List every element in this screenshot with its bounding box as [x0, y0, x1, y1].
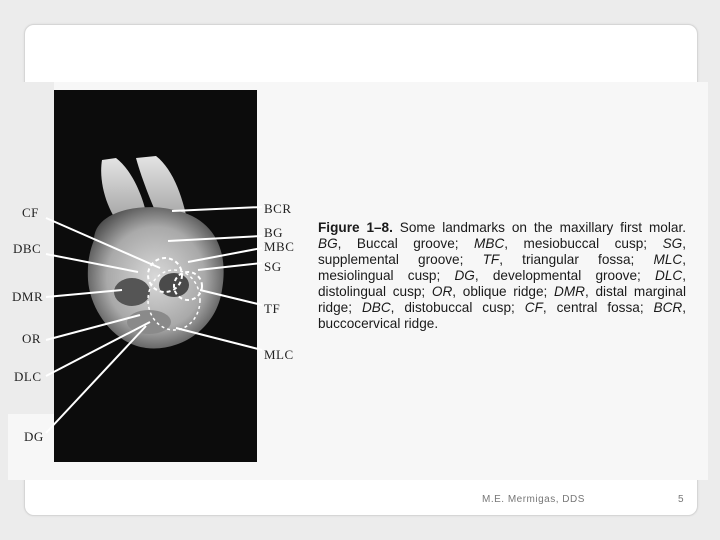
- label-tf: TF: [264, 301, 281, 316]
- figure-number: Figure 1–8.: [318, 220, 393, 235]
- label-cf: CF: [22, 205, 39, 220]
- label-dg: DG: [24, 429, 44, 444]
- caption-abbr: SG: [662, 236, 683, 251]
- label-dlc: DLC: [14, 369, 42, 384]
- label-bcr: BCR: [264, 201, 292, 216]
- caption-text: , distal marginal ridge;: [318, 284, 687, 315]
- label-dbc: DBC: [13, 241, 42, 256]
- caption-abbr: DBC: [361, 300, 391, 315]
- caption-text: , supplemental groove;: [318, 236, 686, 267]
- caption-text: , mesiolingual cusp;: [318, 252, 686, 283]
- figure-caption: [318, 220, 686, 332]
- caption-text: , oblique ridge;: [452, 284, 555, 299]
- caption-abbr: DMR: [554, 284, 585, 299]
- caption-abbr: MLC: [653, 252, 683, 267]
- caption-text: , Buccal groove;: [337, 236, 475, 251]
- figure-title: Some landmarks on the maxillary first molar.: [392, 220, 686, 235]
- label-sg: SG: [264, 259, 282, 274]
- caption-text: , mesiobuccal cusp;: [504, 236, 663, 251]
- label-mbc: MBC: [264, 239, 295, 254]
- label-bg: BG: [264, 225, 284, 240]
- caption-abbr: OR: [431, 284, 453, 299]
- caption-text: , triangular fossa;: [499, 252, 654, 267]
- caption-text: , distolingual cusp;: [318, 268, 686, 299]
- caption-abbr: BG: [318, 236, 338, 251]
- label-mlc: MLC: [264, 347, 294, 362]
- caption-text: , buccocervical ridge.: [318, 300, 687, 331]
- label-or: OR: [22, 331, 42, 346]
- caption-text: , developmental groove;: [474, 268, 656, 283]
- caption-abbr: MBC: [474, 236, 505, 251]
- label-dmr: DMR: [12, 289, 44, 304]
- caption-text: , central fossa;: [542, 300, 654, 315]
- page-number: 5: [678, 494, 684, 505]
- caption-abbr: BCR: [653, 300, 683, 315]
- caption-abbr: CF: [524, 300, 543, 315]
- caption-abbr: DG: [454, 268, 475, 283]
- footer-author: M.E. Mermigas, DDS: [482, 494, 585, 505]
- caption-abbr: TF: [482, 252, 500, 267]
- caption-abbr: DLC: [655, 268, 683, 283]
- caption-text: , distobuccal cusp;: [390, 300, 525, 315]
